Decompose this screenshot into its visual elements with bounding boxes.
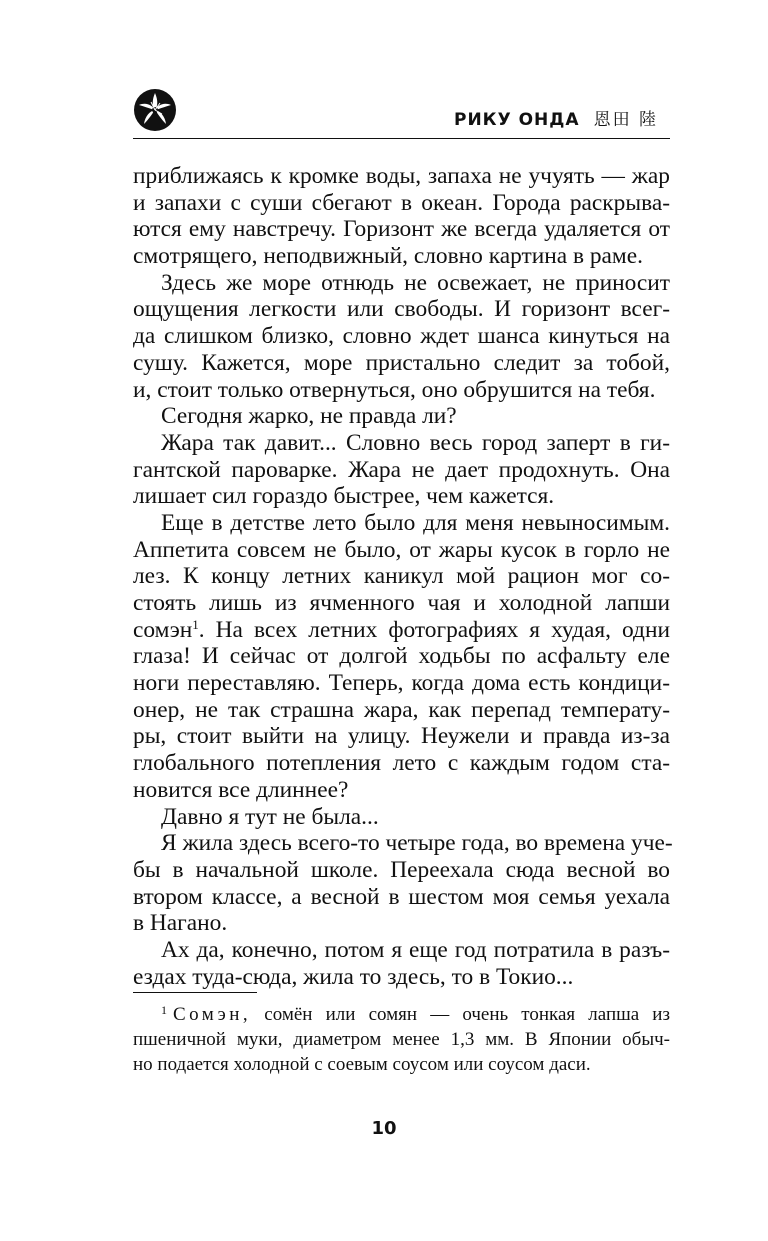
- text-line: Здесь же море отнюдь не освежает, не приносит: [161, 269, 670, 296]
- text-line: втором классе, а весной в шестом моя семья уехала: [133, 883, 670, 910]
- text-line: и запахи с суши сбегают в океан. Города раскрыва-: [133, 189, 670, 216]
- text-line-with-footnote: [133, 617, 670, 644]
- footnote-divider: [133, 992, 257, 993]
- text-line: гантской пароварке. Жара не дает продохнуть. Она: [133, 456, 670, 483]
- text-line: смотрящего, неподвижный, словно картина в раме.: [133, 243, 643, 270]
- text-line: в Нагано.: [133, 910, 228, 937]
- main-text: [133, 163, 673, 990]
- text-line: глаза! И сейчас от долгой ходьбы по асфальту еле: [133, 643, 670, 670]
- page-number: 10: [371, 1118, 397, 1139]
- text-line: сушу. Кажется, море пристально следит за тобой,: [133, 349, 670, 376]
- text-line: Сегодня жарко, не правда ли?: [161, 403, 457, 430]
- text-line: Жара так давит... Словно весь город заперт в ги-: [161, 429, 670, 456]
- text-line: ощущения легкости или свободы. И горизонт всег-: [133, 296, 670, 323]
- text-line: Ах да, конечно, потом я еще год потратила в разъ-: [161, 936, 670, 963]
- text-line: Еще в детстве лето было для меня невыносимым.: [161, 509, 670, 536]
- text-line: ры, стоит выйти на улицу. Неужели и правда из-за: [133, 723, 670, 750]
- footnote-marker: 1: [192, 616, 199, 632]
- footnote-line: пшеничной муки, диаметром менее 1,3 мм. В Японии обыч-: [133, 1029, 670, 1050]
- running-head-title: [454, 105, 658, 130]
- text-line: лез. К концу летних каникул мой рацион мог со-: [133, 563, 670, 590]
- footnote-number: 1: [161, 1003, 167, 1017]
- footnote-line: но подается холодной с соевым соусом или соусом даси.: [133, 1054, 591, 1075]
- text-line: и, стоит только отвернуться, оно обрушится на тебя.: [133, 376, 656, 403]
- footnote-line-rest: сомён или сомян — очень тонкая лапша из: [251, 1004, 670, 1025]
- footnote: [133, 1002, 670, 1077]
- text-line: новится все длиннее?: [133, 776, 349, 803]
- text-line: ноги переставляю. Теперь, когда дома есть кондици-: [133, 670, 670, 697]
- text-line: Аппетита совсем не было, от жары кусок в горло не: [133, 536, 670, 563]
- text-line: приближаясь к кромке воды, запаха не учуять — жар: [133, 163, 670, 189]
- text-line: да слишком близко, словно ждет шанса кинуться на: [133, 323, 670, 350]
- text-line: лишает сил гораздо быстрее, чем кажется.: [133, 483, 555, 510]
- author-name-japanese: 恩田 陸: [593, 110, 658, 130]
- text-line: глобального потепления лето с каждым годом ста-: [133, 750, 670, 777]
- text-line-rest: . На всех летних фотографиях я худая, одни: [198, 616, 670, 643]
- running-header: [133, 92, 670, 139]
- text-line: онер, не так страшна жара, как перепад температу-: [133, 696, 670, 723]
- text-line: ездах туда-сюда, жила то здесь, то в Токио...: [133, 963, 574, 990]
- author-name: РИКУ ОНДА: [454, 110, 580, 130]
- text-line: стоять лишь из ячменного чая и холодной лапши: [133, 590, 670, 616]
- text-line: бы в начальной школе. Переехала сюда весной во: [133, 856, 670, 883]
- footnoted-word: сомэн: [133, 616, 193, 643]
- footnote-line: [133, 1002, 670, 1027]
- footnote-term: Сомэн,: [173, 1004, 252, 1025]
- text-line: Я жила здесь всего-то четыре года, во времена уче-: [161, 830, 673, 857]
- text-line: ются ему навстречу. Горизонт же всегда удаляется от: [133, 216, 670, 243]
- lily-flower-logo-icon: [133, 88, 177, 132]
- text-line: Давно я тут не была...: [161, 803, 379, 830]
